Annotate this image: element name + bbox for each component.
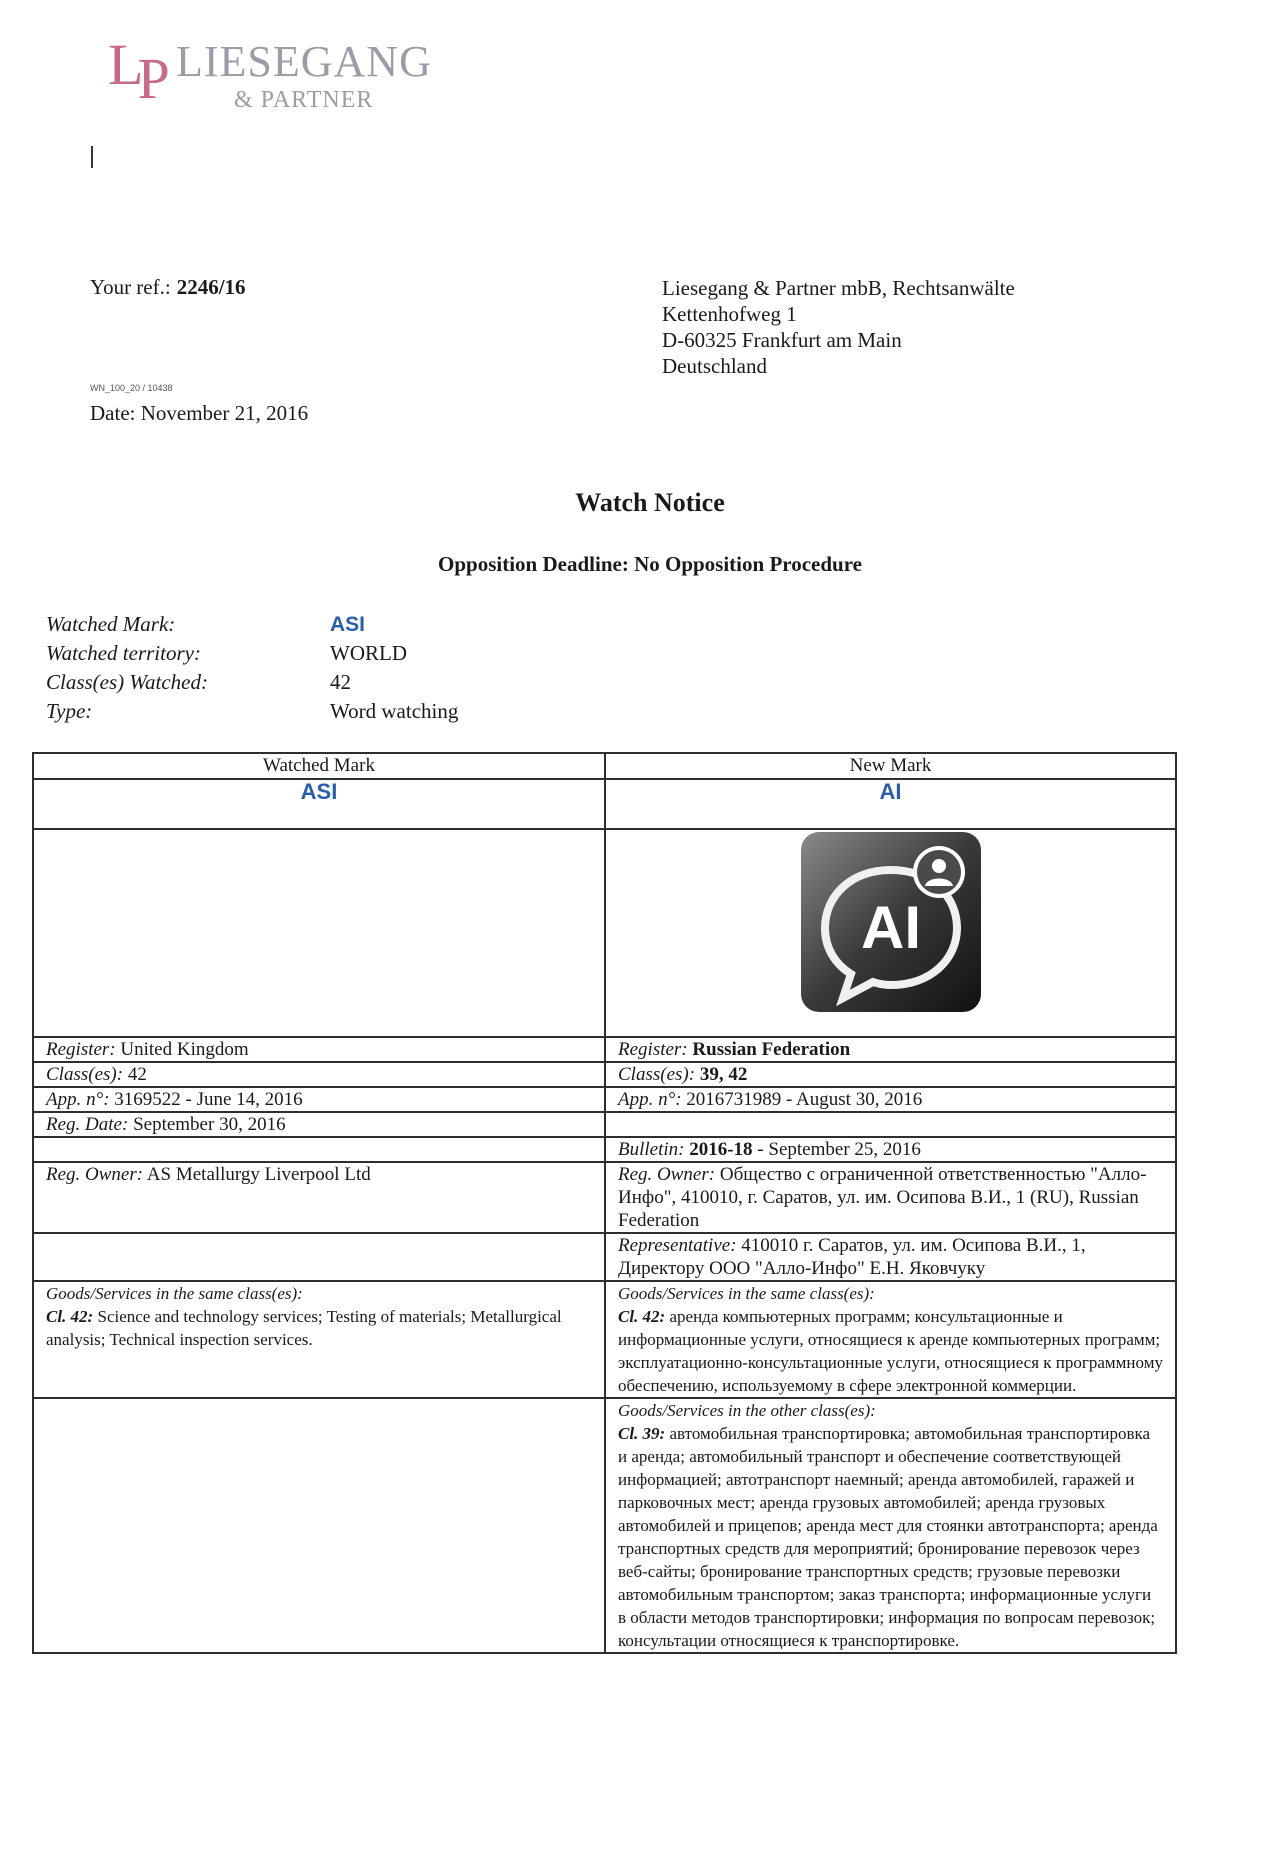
page-title: Watch Notice	[575, 488, 725, 517]
logo-company-name: LIESEGANG	[176, 37, 432, 86]
watched-app-number: App. n°: 3169522 - June 14, 2016	[33, 1087, 605, 1112]
new-owner: Reg. Owner: Общество с ограниченной ответственностью "Алло-Инфо", 410010, г. Саратов, ул. им. Осипова В.И., 1 (RU), Russian Federation	[605, 1162, 1176, 1233]
new-mark-logo-image	[799, 830, 983, 1014]
notice-date: Date: November 21, 2016	[90, 401, 309, 425]
table-row	[33, 779, 1176, 829]
classes-watched-label: Class(es) Watched:	[46, 670, 208, 694]
table-row	[33, 829, 1176, 1037]
new-mark-name: AI	[605, 779, 1176, 829]
new-reg-date-empty	[605, 1112, 1176, 1137]
watched-territory-value: WORLD	[330, 641, 407, 665]
classes-watched-value: 42	[330, 670, 351, 694]
watched-goods-same-class: Goods/Services in the same class(es): Cl. 42: Science and technology services; Testing of materials; Metallurgical analysis; Technical inspection services.	[33, 1281, 605, 1398]
svg-text:AI: AI	[860, 894, 921, 961]
table-row	[33, 1037, 1176, 1062]
address-line: Deutschland	[662, 354, 767, 378]
watched-owner: Reg. Owner: AS Metallurgy Liverpool Ltd	[33, 1162, 605, 1233]
watched-mark-image-cell	[33, 829, 605, 1037]
text-cursor	[91, 146, 93, 168]
watched-mark-value: ASI	[330, 613, 366, 636]
new-mark-image-cell	[605, 829, 1176, 1037]
logo-company-sub: & PARTNER	[234, 87, 374, 113]
new-goods-other-class: Goods/Services in the other class(es): Cl. 39: автомобильная транспортировка; автомобильная транспортировка и аренда; автомобильный транспорт и обеспечение соответствующей информацией; автотранспорт наемный; аренда автомобилей, гаражей и парковочных мест; аренда грузовых автомобилей; аренда грузовых автомобилей и прицепов; аренда мест для стоянки автотранспорта; аренда транспортных средств для мероприятий; бронирование перевозок через веб-сайты; бронирование транспортных средств; грузовые перевозки автомобильным транспортом; заказ транспорта; информационные услуги в области методов транспортировки; информация по вопросам перевозок; консультации относящиеся к транспортировке.	[605, 1398, 1176, 1653]
table-row	[33, 1137, 1176, 1162]
your-ref: Your ref.: 2246/16	[90, 275, 246, 299]
new-app-number: App. n°: 2016731989 - August 30, 2016	[605, 1087, 1176, 1112]
column-header-watched: Watched Mark	[33, 753, 605, 779]
watched-bulletin-empty	[33, 1137, 605, 1162]
column-header-new: New Mark	[605, 753, 1176, 779]
watched-mark-name: ASI	[33, 779, 605, 829]
type-value: Word watching	[330, 699, 459, 723]
table-row	[33, 1112, 1176, 1137]
type-label: Type:	[46, 699, 93, 723]
address-line: D-60325 Frankfurt am Main	[662, 328, 902, 352]
watched-mark-label: Watched Mark:	[46, 612, 176, 636]
watched-goods-other-empty	[33, 1398, 605, 1653]
table-row	[33, 1062, 1176, 1087]
new-goods-same-class: Goods/Services in the same class(es): Cl. 42: аренда компьютерных программ; консультационные и информационные услуги, относящиеся к аренде компьютерных программ; эксплуатационно-консультационные услуги, относящиеся к программному обеспечению, используемому в сфере электронной коммерции.	[605, 1281, 1176, 1398]
table-row	[33, 1281, 1176, 1398]
watched-reg-date: Reg. Date: September 30, 2016	[33, 1112, 605, 1137]
table-header-row	[33, 753, 1176, 779]
new-classes: Class(es): 39, 42	[605, 1062, 1176, 1087]
address-line: Liesegang & Partner mbB, Rechtsanwälte	[662, 276, 1015, 300]
logo-monogram: LP	[108, 32, 164, 111]
address-line: Kettenhofweg 1	[662, 302, 797, 326]
table-row	[33, 1162, 1176, 1233]
watched-territory-label: Watched territory:	[46, 641, 201, 665]
firm-address	[662, 275, 1015, 379]
table-row	[33, 1233, 1176, 1281]
watched-register: Register: United Kingdom	[33, 1037, 605, 1062]
table-row	[33, 1087, 1176, 1112]
opposition-deadline: Opposition Deadline: No Opposition Procedure	[438, 552, 862, 576]
watched-classes: Class(es): 42	[33, 1062, 605, 1087]
new-bulletin: Bulletin: 2016-18 - September 25, 2016	[605, 1137, 1176, 1162]
watched-representative-empty	[33, 1233, 605, 1281]
new-representative: Representative: 410010 г. Саратов, ул. им. Осипова В.И., 1, Директору ООО "Алло-Инфо" Е.Н. Яковчуку	[605, 1233, 1176, 1281]
table-row	[33, 1398, 1176, 1653]
comparison-table	[32, 752, 1177, 1654]
document-code: WN_100_20 / 10438	[90, 383, 173, 393]
watch-info	[46, 610, 458, 726]
new-register: Register: Russian Federation	[605, 1037, 1176, 1062]
